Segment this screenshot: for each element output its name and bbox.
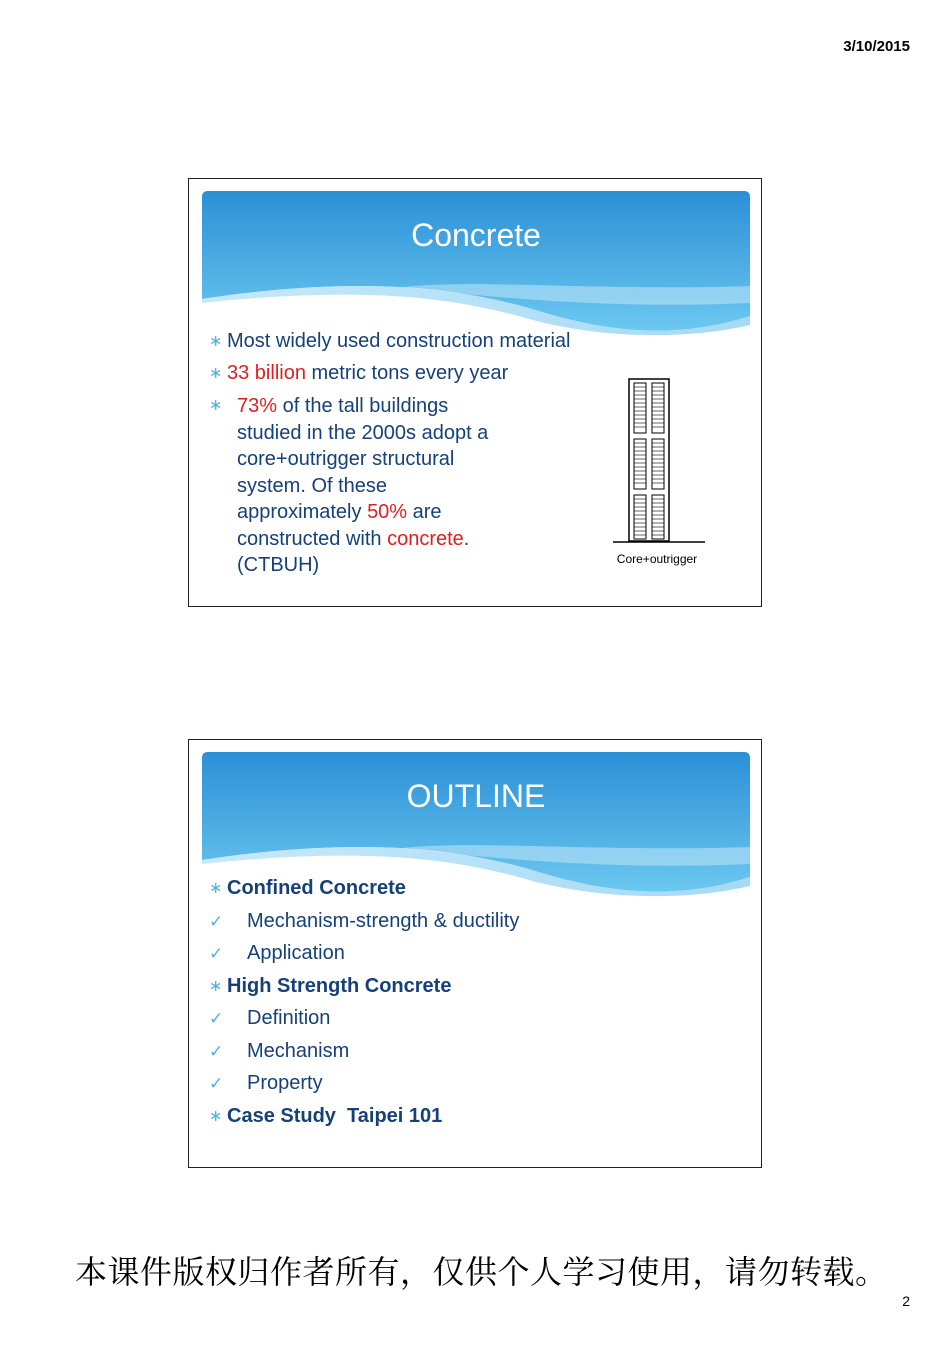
- checkmark-icon: ✓: [209, 1009, 224, 1028]
- slide-title: Concrete: [411, 217, 541, 253]
- bullet-paragraph: 73% of the tall buildings studied in the 2000s adopt a core+outrigger structural system. Of these approximately 50% are constructed with concrete. (CTBUH): [237, 395, 489, 576]
- page-number: 2: [902, 1293, 910, 1309]
- list-item: ∗ 33 billion metric tons every year: [209, 362, 509, 384]
- outline-heading: ∗ Confined Concrete: [209, 876, 519, 902]
- asterisk-icon: ∗: [209, 977, 223, 995]
- outline-subitem: ✓ Application: [209, 941, 519, 967]
- checkmark-icon: ✓: [209, 944, 224, 963]
- asterisk-icon: ∗: [209, 365, 223, 382]
- core-outrigger-diagram: [609, 377, 709, 552]
- asterisk-icon: ∗: [209, 1107, 223, 1125]
- slide-outline: [188, 739, 762, 1168]
- asterisk-icon: ∗: [209, 880, 223, 897]
- checkmark-icon: ✓: [209, 911, 224, 931]
- outline-subitem: ✓ Mechanism: [209, 1039, 519, 1065]
- list-item: ∗ Most widely used construction material: [209, 330, 571, 352]
- asterisk-icon: ∗: [209, 397, 223, 414]
- list-item: [209, 393, 570, 579]
- copyright-notice: 本课件版权归作者所有，仅供个人学习使用，请勿转载。: [75, 1253, 888, 1291]
- asterisk-icon: ∗: [209, 333, 223, 350]
- outline-heading: ∗ Case Study Taipei 101: [209, 1104, 519, 1130]
- outline-subitem: ✓ Property: [209, 1071, 519, 1097]
- slide-title: OUTLINE: [406, 778, 546, 814]
- outline-heading: ∗ High Strength Concrete: [209, 974, 519, 1000]
- outline-list: [209, 876, 519, 1136]
- slide-concrete: [188, 178, 762, 607]
- checkmark-icon: ✓: [209, 1074, 224, 1093]
- page-date: 3/10/2015: [843, 38, 910, 55]
- checkmark-icon: ✓: [209, 1041, 224, 1061]
- outline-subitem: ✓ Mechanism-strength & ductility: [209, 909, 519, 935]
- title-banner: [202, 191, 750, 341]
- bullet-list: [209, 329, 570, 586]
- figure-caption: Core+outrigger: [616, 552, 698, 566]
- outline-subitem: ✓ Definition: [209, 1006, 519, 1032]
